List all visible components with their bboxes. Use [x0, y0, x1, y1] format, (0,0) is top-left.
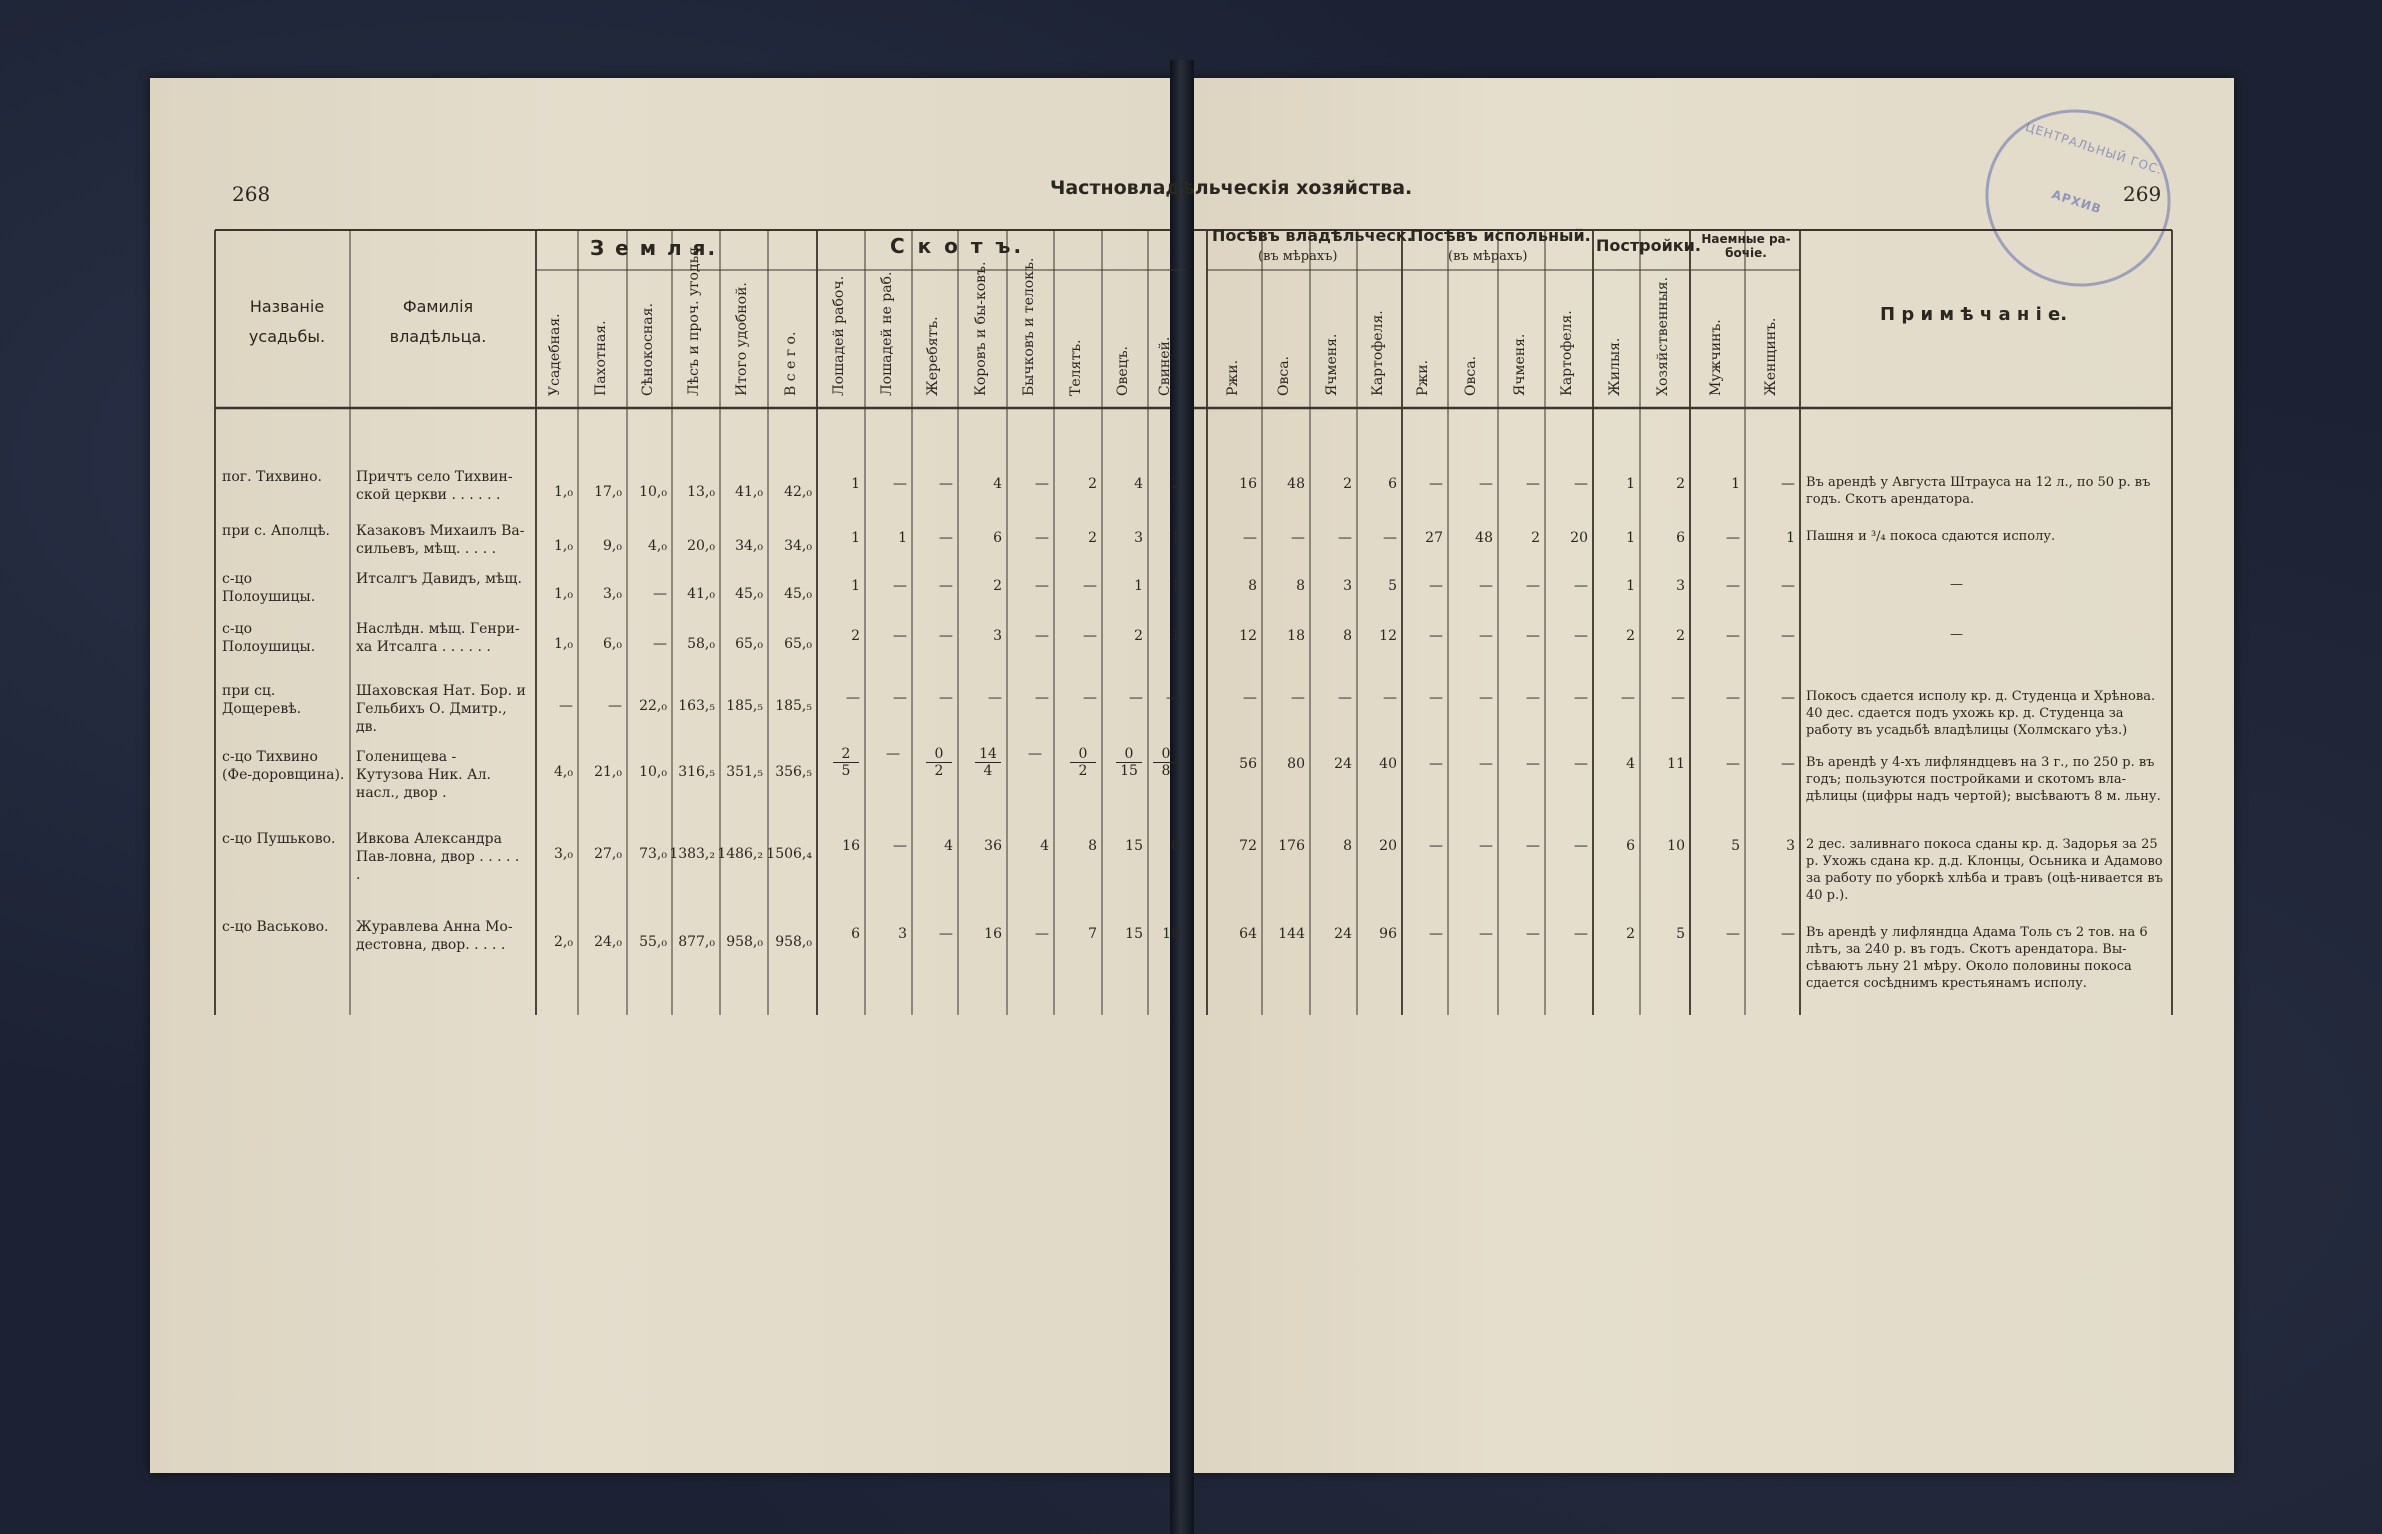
- owner-name: Шаховская Нат. Бор. и Гельбихъ О. Дмитр., дв.: [356, 683, 526, 735]
- land-cell: 1486,₂: [717, 846, 763, 862]
- livestock-cell: —: [939, 690, 953, 706]
- buildings-cell: 2: [1676, 476, 1685, 492]
- livestock-cell: —: [1035, 578, 1049, 594]
- livestock-cell: 3: [1134, 530, 1143, 546]
- own-sowing-cell: 3: [1343, 578, 1352, 594]
- own-sowing-cell: —: [1338, 530, 1352, 546]
- livestock-cell: 6: [1171, 838, 1180, 854]
- share-sowing-cell: —: [1429, 628, 1443, 644]
- buildings-cell: 1: [1626, 578, 1635, 594]
- fraction-numerator: 0: [1116, 746, 1142, 763]
- own-sowing-cell: 96: [1379, 926, 1397, 942]
- share-sowing-cell: —: [1526, 578, 1540, 594]
- share-sowing-cell: —: [1574, 476, 1588, 492]
- livestock-cell: —: [988, 690, 1002, 706]
- note-text: Въ арендѣ у 4-хъ лифляндцевъ на 3 г., по 250 р. въ годъ; пользуются постройками и скотомъ вла-дѣлицы (цифры надъ чертой); высѣваютъ 8 м. льну.: [1806, 755, 2161, 804]
- land-cell: 877,₀: [678, 934, 715, 950]
- own-sowing-cell: 12: [1379, 628, 1397, 644]
- livestock-cell: 3: [993, 628, 1002, 644]
- livestock-cell: —: [1166, 690, 1180, 706]
- buildings-cell: 11: [1667, 756, 1685, 772]
- land-cell: 1383,₂: [669, 846, 715, 862]
- stamp-line-2: АРХИВ: [2050, 187, 2104, 217]
- livestock-fraction: [833, 746, 859, 779]
- own-sowing-cell: —: [1291, 690, 1305, 706]
- workers-cell: —: [1726, 628, 1740, 644]
- owner-name: Казаковъ Михаилъ Ва-сильевъ, мѣщ. . . . .: [356, 523, 525, 557]
- share-sowing-cell: —: [1526, 628, 1540, 644]
- share-sowing-cell: —: [1574, 756, 1588, 772]
- own-sowing-cell: 2: [1343, 476, 1352, 492]
- livestock-cell: 1: [1134, 578, 1143, 594]
- land-cell: 34,₀: [735, 538, 763, 554]
- buildings-cell: 5: [1676, 926, 1685, 942]
- land-cell: 42,₀: [784, 484, 812, 500]
- owner-name: Ивкова Александра Пав-ловна, двор . . . . . .: [356, 831, 520, 883]
- buildings-col-header: Жилыя.: [1606, 337, 1623, 396]
- buildings-cell: 3: [1676, 578, 1685, 594]
- land-group-header: З е м л я.: [590, 236, 718, 260]
- land-cell: 356,₅: [775, 764, 812, 780]
- estate-name: с-цо Полоушицы.: [222, 571, 316, 605]
- owner-name: Журавлева Анна Мо-дестовна, двор. . . . .: [356, 919, 513, 953]
- workers-cell: 1: [1786, 530, 1795, 546]
- own-sowing-col-header: Ячменя.: [1323, 333, 1340, 396]
- livestock-col-header: Овецъ.: [1115, 345, 1131, 396]
- note-text: 2 дес. заливнаго покоса сданы кр. д. Задорья за 25 р. Ухожь сдана кр. д.д. Клонцы, Осьника и Адамово за работу по уборкѣ хлѣба и травъ (оцѣ-нивается въ 40 р.).: [1806, 837, 2163, 903]
- livestock-cell: 10: [1162, 926, 1180, 942]
- share-sowing-col-header: Ячменя.: [1511, 333, 1528, 396]
- share-sowing-cell: —: [1574, 690, 1588, 706]
- livestock-cell: 1: [851, 476, 860, 492]
- land-cell: 73,₀: [639, 846, 667, 862]
- land-cell: 21,₀: [594, 764, 622, 780]
- livestock-cell: 1: [851, 578, 860, 594]
- own-sowing-cell: 144: [1278, 926, 1305, 942]
- own-sowing-cell: 18: [1287, 628, 1305, 644]
- land-cell: 6,₀: [603, 636, 622, 652]
- own-sowing-cell: 8: [1248, 578, 1257, 594]
- share-sowing-cell: —: [1429, 756, 1443, 772]
- livestock-cell: 1: [898, 530, 907, 546]
- share-sowing-cell: —: [1574, 926, 1588, 942]
- land-cell: 4,₀: [554, 764, 573, 780]
- share-sowing-cell: —: [1574, 628, 1588, 644]
- livestock-cell: —: [939, 578, 953, 594]
- share-sowing-cell: —: [1479, 628, 1493, 644]
- own-sowing-cell: 176: [1278, 838, 1305, 854]
- fraction-denominator: 15: [1120, 763, 1138, 779]
- land-col-header: Сѣнокосная.: [639, 303, 656, 396]
- own-sowing-cell: 8: [1296, 578, 1305, 594]
- share-sowing-header: Посѣвъ испольный.: [1410, 226, 1591, 245]
- livestock-fraction: [1153, 746, 1179, 779]
- fraction-numerator: 0: [1070, 746, 1096, 763]
- land-cell: 41,₀: [735, 484, 763, 500]
- land-cell: 351,₅: [726, 764, 763, 780]
- livestock-col-header: Свиней.: [1156, 336, 1173, 396]
- land-cell: 2,₀: [554, 934, 573, 950]
- livestock-cell: —: [1083, 690, 1097, 706]
- workers-cell: —: [1726, 578, 1740, 594]
- livestock-cell: 2: [851, 628, 860, 644]
- buildings-cell: 2: [1676, 628, 1685, 644]
- share-sowing-cell: 27: [1425, 530, 1443, 546]
- land-col-header: Итого удобной.: [734, 282, 750, 396]
- own-sowing-cell: 40: [1379, 756, 1397, 772]
- livestock-fraction: [880, 746, 906, 762]
- livestock-cell: —: [1083, 578, 1097, 594]
- livestock-fraction: [1070, 746, 1096, 779]
- land-cell: 1506,₄: [766, 846, 812, 862]
- land-cell: 22,₀: [639, 698, 667, 714]
- estate-name: пог. Тихвино.: [222, 469, 322, 485]
- land-cell: 20,₀: [687, 538, 715, 554]
- share-sowing-cell: —: [1479, 926, 1493, 942]
- land-cell: —: [559, 698, 573, 714]
- owner-header: Фамилія владѣльца.: [389, 297, 487, 346]
- share-sowing-cell: —: [1429, 578, 1443, 594]
- own-sowing-cell: —: [1383, 690, 1397, 706]
- own-sowing-cell: —: [1243, 690, 1257, 706]
- livestock-cell: —: [893, 578, 907, 594]
- owner-name: Голенищева - Кутузова Ник. Ал. насл., двор .: [356, 749, 491, 801]
- own-sowing-cell: 6: [1388, 476, 1397, 492]
- note-text: Въ арендѣ у Августа Штрауса на 12 л., по 50 р. въ годъ. Скотъ арендатора.: [1806, 475, 2151, 507]
- livestock-cell: —: [1035, 530, 1049, 546]
- workers-cell: 3: [1786, 838, 1795, 854]
- buildings-cell: 4: [1626, 756, 1635, 772]
- livestock-cell: 15: [1125, 838, 1143, 854]
- livestock-cell: 16: [842, 838, 860, 854]
- share-sowing-cell: —: [1526, 838, 1540, 854]
- page-number-right: 269: [2123, 182, 2162, 206]
- own-sowing-col-header: Ржи.: [1224, 359, 1241, 396]
- land-cell: 10,₀: [639, 764, 667, 780]
- share-sowing-cell: 2: [1531, 530, 1540, 546]
- livestock-cell: —: [893, 838, 907, 854]
- livestock-cell: —: [893, 476, 907, 492]
- land-cell: 34,₀: [784, 538, 812, 554]
- buildings-cell: 1: [1626, 476, 1635, 492]
- fraction-denominator: 4: [983, 763, 993, 779]
- share-sowing-col-header: Ржи.: [1415, 359, 1431, 396]
- share-sowing-cell: —: [1526, 756, 1540, 772]
- livestock-cell: 8: [1088, 838, 1097, 854]
- livestock-cell: —: [893, 628, 907, 644]
- fraction-numerator: 14: [975, 746, 1001, 763]
- own-sowing-cell: —: [1338, 690, 1352, 706]
- land-col-header: Усадебная.: [547, 313, 563, 396]
- livestock-cell: —: [1035, 690, 1049, 706]
- livestock-cell: 6: [993, 530, 1002, 546]
- livestock-cell: —: [1035, 926, 1049, 942]
- land-cell: 41,₀: [687, 586, 715, 602]
- land-cell: 163,₅: [678, 698, 715, 714]
- livestock-fraction: [926, 746, 952, 779]
- land-cell: 4,₀: [648, 538, 667, 554]
- own-sowing-cell: 8: [1343, 838, 1352, 854]
- livestock-cell: —: [939, 530, 953, 546]
- livestock-cell: —: [939, 628, 953, 644]
- note-text: —: [1950, 577, 1963, 592]
- own-sowing-cell: 20: [1379, 838, 1397, 854]
- land-cell: 58,₀: [687, 636, 715, 652]
- own-sowing-cell: —: [1383, 530, 1397, 546]
- workers-cell: 1: [1731, 476, 1740, 492]
- livestock-col-header: Бычковъ и телокъ.: [1020, 257, 1037, 396]
- buildings-col-header: Хозяйственныя.: [1655, 276, 1671, 396]
- livestock-cell: —: [846, 690, 860, 706]
- share-sowing-cell: —: [1429, 476, 1443, 492]
- buildings-cell: 6: [1626, 838, 1635, 854]
- page-number-left: 268: [232, 182, 271, 206]
- livestock-cell: 2: [1134, 628, 1143, 644]
- estate-name: с-цо Васьково.: [222, 919, 329, 935]
- land-cell: 185,₅: [775, 698, 812, 714]
- livestock-cell: —: [939, 926, 953, 942]
- livestock-cell: 36: [984, 838, 1002, 854]
- fraction-numerator: 2: [833, 746, 859, 763]
- workers-header: Наемные ра-бочіе.: [1701, 232, 1791, 260]
- share-sowing-cell: —: [1574, 578, 1588, 594]
- land-cell: 17,₀: [594, 484, 622, 500]
- livestock-col-header: Лошадей не раб.: [878, 271, 895, 396]
- livestock-cell: 4: [993, 476, 1002, 492]
- livestock-cell: 6: [851, 926, 860, 942]
- share-sowing-cell: 20: [1570, 530, 1588, 546]
- own-sowing-cell: 48: [1287, 476, 1305, 492]
- land-cell: 185,₅: [726, 698, 763, 714]
- estate-name: с-цо Полоушицы.: [222, 621, 316, 655]
- land-col-header: Лѣсъ и проч. угодья.: [686, 242, 702, 396]
- fraction-denominator: 2: [934, 763, 944, 779]
- livestock-cell: 2: [1088, 476, 1097, 492]
- workers-cell: —: [1781, 628, 1795, 644]
- share-sowing-cell: —: [1429, 838, 1443, 854]
- running-head: Частновладѣльческія хозяйства.: [1050, 177, 1413, 199]
- livestock-cell: 4: [1134, 476, 1143, 492]
- land-cell: —: [653, 586, 667, 602]
- land-cell: 3,₀: [554, 846, 573, 862]
- livestock-group-header: С к о т ъ.: [890, 234, 1025, 258]
- estate-name: при сц. Дощеревѣ.: [222, 683, 302, 717]
- livestock-fraction: [1022, 746, 1048, 762]
- livestock-cell: —: [1035, 476, 1049, 492]
- estate-name: с-цо Тихвино (Фе-доровщина).: [222, 749, 345, 783]
- livestock-cell: —: [939, 476, 953, 492]
- estate-header: Названіе усадьбы.: [248, 297, 326, 346]
- own-sowing-cell: 12: [1239, 628, 1257, 644]
- land-cell: 1,₀: [554, 636, 573, 652]
- share-sowing-cell: —: [1479, 476, 1493, 492]
- land-cell: 1,₀: [554, 586, 573, 602]
- workers-col-header: Женщинъ.: [1762, 317, 1779, 396]
- livestock-cell: —: [1035, 628, 1049, 644]
- livestock-cell: 2: [1171, 476, 1180, 492]
- livestock-col-header: Лошадей рабоч.: [831, 275, 847, 396]
- note-text: Покосъ сдается исполу кр. д. Студенца и Хрѣнова. 40 дес. сдается подъ ухожь кр. д. Студенца за работу въ усадьбѣ владѣлицы (Холмскаго уѣз.): [1806, 689, 2156, 738]
- stamp-line-1: ЦЕНТРАЛЬНЫЙ ГОС.: [2023, 119, 2165, 178]
- note-text: Въ арендѣ у лифляндца Адама Толь съ 2 тов. на 6 лѣтъ, за 240 р. въ годъ. Скотъ арендатора. Вы-сѣваютъ льну 21 мѣру. Около половины покоса сдается сосѣднимъ крестьянамъ исполу.: [1806, 925, 2148, 991]
- livestock-fraction: [975, 746, 1001, 779]
- share-sowing-unit: (въ мѣрахъ): [1448, 249, 1528, 264]
- fraction-numerator: 0: [926, 746, 952, 763]
- own-sowing-cell: 64: [1239, 926, 1257, 942]
- livestock-cell: —: [893, 690, 907, 706]
- livestock-cell: 3: [898, 926, 907, 942]
- land-cell: 958,₀: [726, 934, 763, 950]
- buildings-cell: 10: [1667, 838, 1685, 854]
- workers-cell: —: [1781, 578, 1795, 594]
- owner-name: Причтъ село Тихвин-ской церкви . . . . . .: [356, 469, 513, 503]
- note-header: П р и м ѣ ч а н і е.: [1880, 304, 2068, 325]
- fraction-numerator: 0: [1153, 746, 1179, 763]
- own-sowing-header: Посѣвъ владѣльческ.: [1212, 226, 1413, 245]
- fraction-denominator: 2: [1078, 763, 1088, 779]
- workers-cell: —: [1726, 690, 1740, 706]
- land-cell: —: [653, 636, 667, 652]
- livestock-cell: —: [1083, 628, 1097, 644]
- workers-cell: —: [1726, 530, 1740, 546]
- livestock-cell: 2: [993, 578, 1002, 594]
- fraction-numerator: —: [886, 746, 900, 762]
- livestock-cell: 4: [1040, 838, 1049, 854]
- livestock-cell: 2: [1088, 530, 1097, 546]
- livestock-cell: 7: [1088, 926, 1097, 942]
- buildings-cell: —: [1671, 690, 1685, 706]
- workers-cell: —: [1726, 756, 1740, 772]
- workers-cell: —: [1781, 476, 1795, 492]
- share-sowing-cell: 48: [1475, 530, 1493, 546]
- workers-cell: —: [1726, 926, 1740, 942]
- land-cell: 9,₀: [603, 538, 622, 554]
- land-cell: 1,₀: [554, 538, 573, 554]
- share-sowing-cell: —: [1526, 926, 1540, 942]
- share-sowing-cell: —: [1479, 838, 1493, 854]
- land-cell: 45,₀: [784, 586, 812, 602]
- owner-name: Наслѣдн. мѣщ. Генри-ха Итсалга . . . . . .: [356, 621, 520, 655]
- buildings-header: Постройки.: [1596, 236, 1701, 255]
- own-sowing-cell: 56: [1239, 756, 1257, 772]
- own-sowing-cell: —: [1291, 530, 1305, 546]
- land-cell: 316,₅: [678, 764, 715, 780]
- share-sowing-cell: —: [1526, 476, 1540, 492]
- land-cell: 55,₀: [639, 934, 667, 950]
- own-sowing-cell: —: [1243, 530, 1257, 546]
- land-cell: 958,₀: [775, 934, 812, 950]
- land-cell: 65,₀: [784, 636, 812, 652]
- livestock-cell: —: [1129, 690, 1143, 706]
- land-cell: 1,₀: [554, 484, 573, 500]
- own-sowing-cell: 5: [1388, 578, 1397, 594]
- buildings-cell: 2: [1626, 926, 1635, 942]
- owner-name: Итсалгъ Давидъ, мѣщ.: [356, 571, 522, 587]
- own-sowing-unit: (въ мѣрахъ): [1258, 249, 1338, 264]
- land-cell: 27,₀: [594, 846, 622, 862]
- livestock-cell: 15: [1125, 926, 1143, 942]
- land-cell: 13,₀: [687, 484, 715, 500]
- own-sowing-cell: 72: [1239, 838, 1257, 854]
- note-text: Пашня и ³/₄ покоса сдаются исполу.: [1806, 529, 2056, 544]
- share-sowing-cell: —: [1479, 690, 1493, 706]
- own-sowing-cell: 8: [1343, 628, 1352, 644]
- livestock-cell: 4: [944, 838, 953, 854]
- share-sowing-col-header: Овса.: [1463, 356, 1479, 396]
- fraction-numerator: —: [1028, 746, 1042, 762]
- workers-cell: 5: [1731, 838, 1740, 854]
- share-sowing-col-header: Картофеля.: [1559, 310, 1575, 396]
- fraction-denominator: 5: [841, 763, 851, 779]
- buildings-cell: 2: [1626, 628, 1635, 644]
- note-text: —: [1950, 627, 1963, 642]
- livestock-col-header: Жеребятъ.: [925, 316, 941, 396]
- workers-col-header: Мужчинъ.: [1707, 319, 1724, 396]
- livestock-col-header: Коровъ и бы-ковъ.: [972, 261, 989, 396]
- share-sowing-cell: —: [1429, 926, 1443, 942]
- land-col-header: Пахотная.: [592, 320, 609, 396]
- share-sowing-cell: —: [1429, 690, 1443, 706]
- buildings-cell: 6: [1676, 530, 1685, 546]
- livestock-fraction: [1116, 746, 1142, 779]
- livestock-cell: 1: [851, 530, 860, 546]
- buildings-cell: —: [1621, 690, 1635, 706]
- livestock-cell: 16: [984, 926, 1002, 942]
- own-sowing-col-header: Картофеля.: [1369, 310, 1386, 396]
- land-col-header: В с е г о.: [782, 331, 799, 396]
- workers-cell: —: [1781, 690, 1795, 706]
- land-cell: 10,₀: [639, 484, 667, 500]
- buildings-cell: 1: [1626, 530, 1635, 546]
- share-sowing-cell: —: [1574, 838, 1588, 854]
- own-sowing-cell: 24: [1334, 926, 1352, 942]
- share-sowing-cell: —: [1479, 578, 1493, 594]
- own-sowing-cell: 80: [1287, 756, 1305, 772]
- livestock-cell: 1: [1171, 628, 1180, 644]
- own-sowing-col-header: Овса.: [1276, 356, 1292, 396]
- land-cell: 3,₀: [603, 586, 622, 602]
- land-cell: 24,₀: [594, 934, 622, 950]
- workers-cell: —: [1781, 926, 1795, 942]
- land-cell: —: [608, 698, 622, 714]
- estate-name: при с. Аполцѣ.: [222, 523, 330, 539]
- land-cell: 65,₀: [735, 636, 763, 652]
- livestock-cell: 1: [1171, 530, 1180, 546]
- own-sowing-cell: 24: [1334, 756, 1352, 772]
- fraction-denominator: 8: [1161, 763, 1171, 779]
- share-sowing-cell: —: [1479, 756, 1493, 772]
- livestock-cell: 1: [1171, 578, 1180, 594]
- workers-cell: —: [1781, 756, 1795, 772]
- own-sowing-cell: 16: [1239, 476, 1257, 492]
- livestock-col-header: Телятъ.: [1068, 339, 1084, 396]
- land-cell: 45,₀: [735, 586, 763, 602]
- estate-name: с-цо Пушьково.: [222, 831, 336, 847]
- share-sowing-cell: —: [1526, 690, 1540, 706]
